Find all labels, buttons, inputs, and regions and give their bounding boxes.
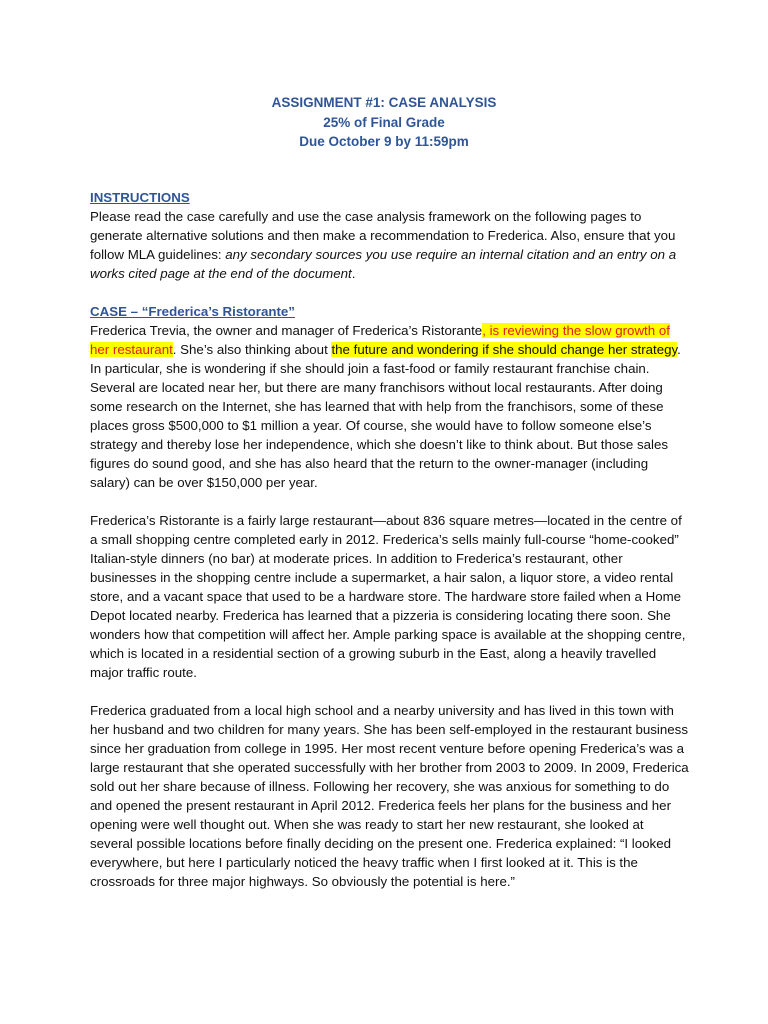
instructions-end: .	[351, 266, 356, 281]
due-date: Due October 9 by 11:59pm	[299, 134, 469, 149]
p1-text-a: Frederica Trevia, the owner and manager of Frederica’s Ristorante	[90, 323, 483, 338]
highlight-slow-growth: , is reviewing the slow growth of her restaurant	[90, 323, 670, 357]
case-paragraph-3: Frederica graduated from a local high school and a nearby university and has lived in this town with her husband and two children for many years. She has been self-employed in the restaurant business since her graduation from college in 1995. Her most recent venture before opening Frederica’s was a large restaurant that she operated successfully with her brother from 2003 to 2009. In 2009, Frederica sold out her share because of illness. Following her recovery, she was anxious for something to do and opened the present restaurant in April 2012. Frederica feels her plans for the business and her opening were well thought out. When she was ready to start her new restaurant, she looked at several possible locations before finally deciding on the present one. Frederica explained: “I looked everywhere, but here I particularly noticed the heavy traffic when I first looked at it. This is the crossroads for three major highways. So obviously the potential is here.”	[90, 703, 689, 889]
p1-text-c: . In particular, she is wondering if she should join a fast-food or family restaurant franchise chain. Several are located near her, but there are many franchisors without local restaurants. After doing some research on the Internet, she has learned that with help from the franchisors, some of these places gross $500,000 to $1 million a year. Of course, she would have to follow someone else’s strategy and thereby lose her independence, which she doesn’t like to think about. But those sales figures do sound good, and she has also heard that the return to the owner-manager (including salary) can be over $150,000 per year.	[90, 342, 681, 490]
highlight-strategy: the future and wondering if she should change her strategy	[331, 342, 678, 357]
case-paragraph-2: Frederica’s Ristorante is a fairly large restaurant—about 836 square metres—located in the centre of a small shopping centre completed early in 2012. Frederica’s sells mainly full-course “home-cooked” Italian-style dinners (no bar) at moderate prices. In addition to Frederica’s restaurant, other businesses in the shopping centre include a supermarket, a hair salon, a liquor store, a video rental store, and a vacant space that used to be a hardware store. The hardware store failed when a Home Depot located nearby. Frederica has learned that a pizzeria is considering locating there soon. She wonders how that competition will affect her. Ample parking space is available at the shopping centre, which is located in a residential section of a growing suburb in the East, along a heavily travelled major traffic route.	[90, 513, 686, 680]
document-body	[90, 188, 690, 891]
grade-weight: 25% of Final Grade	[323, 114, 445, 130]
instructions-text: Please read the case carefully and use the case analysis framework on the following pages to generate alternative solutions and then make a recommendation to Frederica. Also, ensure that you follow MLA guidelines:	[90, 209, 676, 262]
mla-note: any secondary sources you use require an internal citation and an entry on a works cited page at the end of the document	[90, 247, 677, 281]
instructions-heading: INSTRUCTIONS	[90, 190, 190, 205]
assignment-title: ASSIGNMENT #1: CASE ANALYSIS	[271, 95, 497, 110]
instructions-paragraph	[90, 207, 690, 283]
p1-text-b: . She’s also thinking about	[172, 342, 332, 357]
case-paragraph-1	[90, 321, 690, 492]
assignment-header	[0, 93, 768, 152]
case-heading: CASE – “Frederica’s Ristorante”	[90, 304, 295, 319]
